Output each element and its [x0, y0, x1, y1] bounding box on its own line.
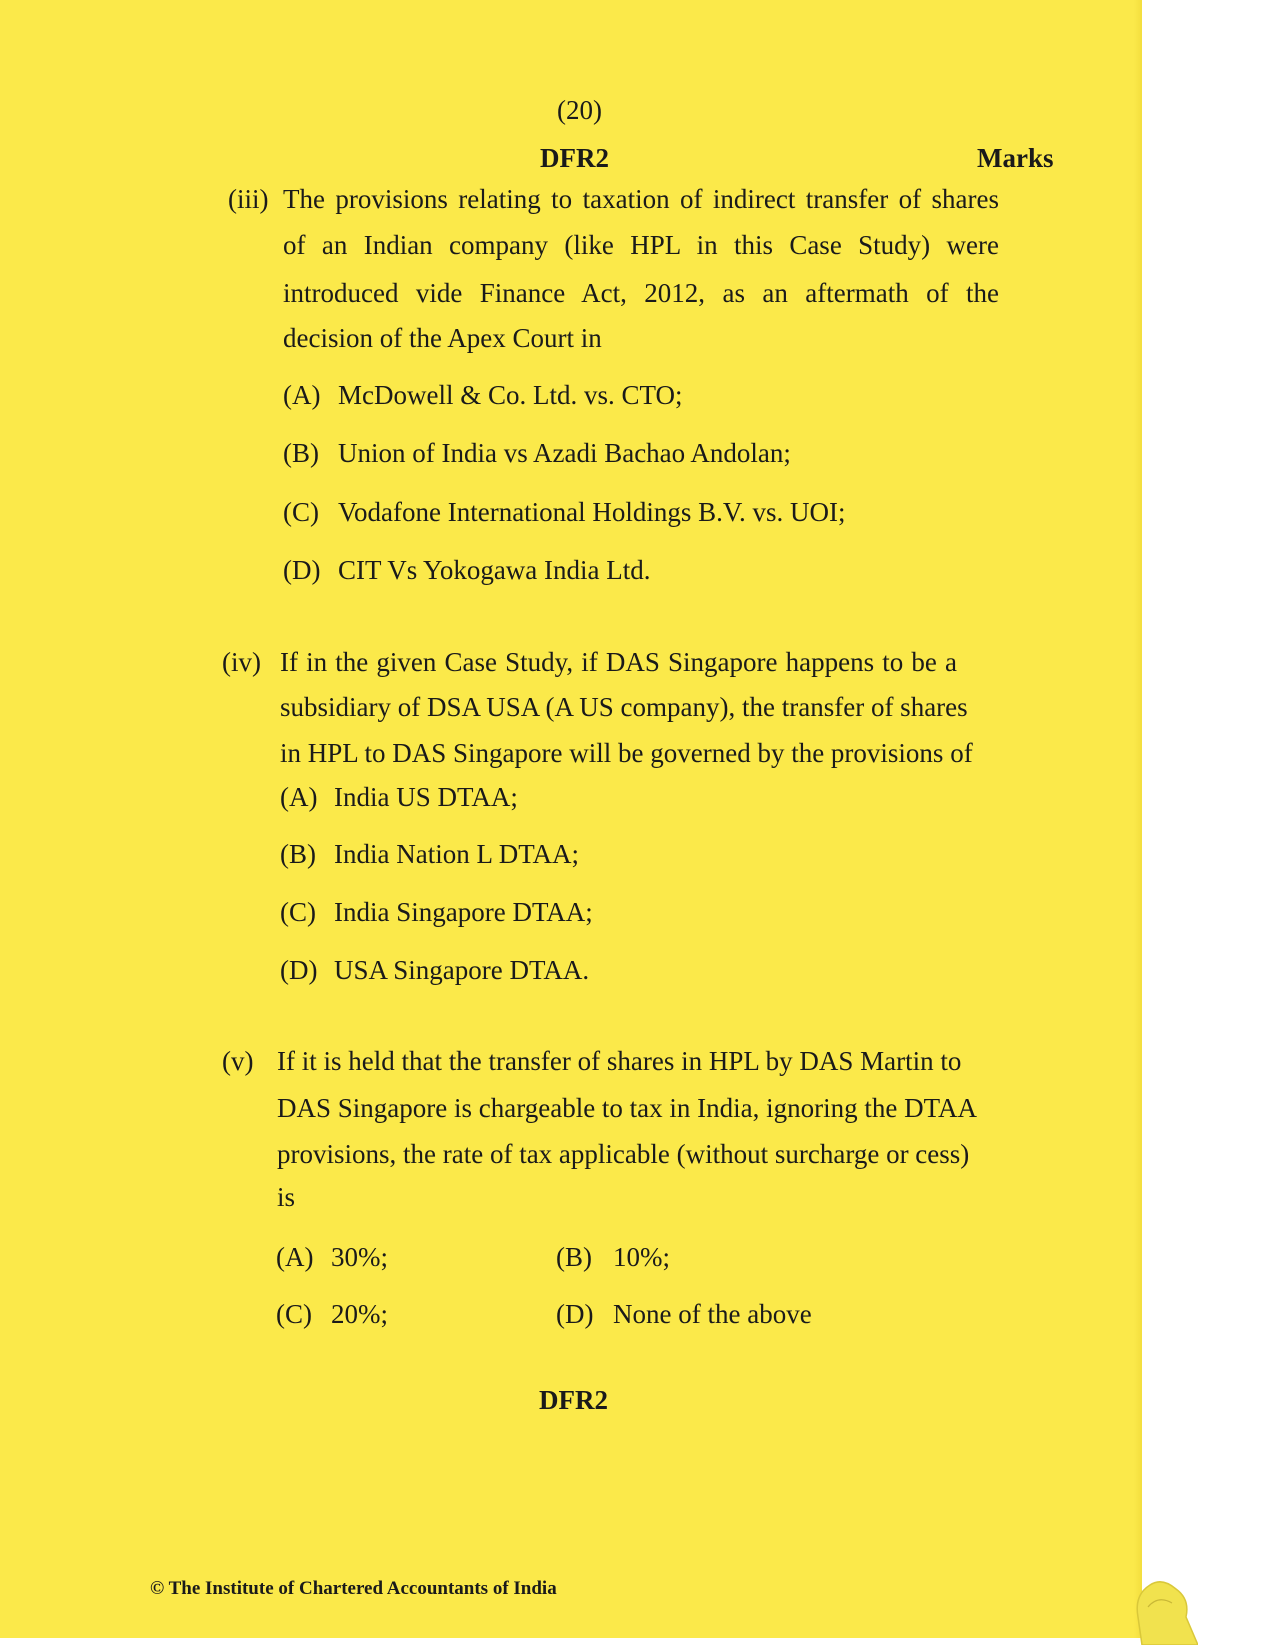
option-text: None of the above	[613, 1299, 812, 1329]
marks-column-label: Marks	[977, 143, 1054, 173]
option-label: (A)	[283, 380, 321, 410]
option-label: (D)	[283, 555, 321, 585]
question-line: in HPL to DAS Singapore will be governed by the provisions of	[280, 738, 973, 768]
question-number: (iii)	[228, 184, 269, 214]
option-label: (A)	[276, 1242, 314, 1272]
option-label: (C)	[280, 897, 316, 927]
copyright-footer: © The Institute of Chartered Accountants of India	[150, 1578, 557, 1599]
option-text: India Singapore DTAA;	[334, 897, 593, 927]
option-label: (D)	[556, 1299, 594, 1329]
bleed-through-mark	[122, 128, 218, 150]
option-label: (A)	[280, 782, 318, 812]
option-label: (C)	[283, 497, 319, 527]
question-line: of an Indian company (like HPL in this Case Study) were	[283, 230, 999, 260]
option-text: 30%;	[331, 1242, 388, 1272]
option-label: (B)	[283, 438, 319, 468]
option-text: 20%;	[331, 1299, 388, 1329]
option-text: Vodafone International Holdings B.V. vs. UOI;	[338, 497, 846, 527]
paper-edge	[1134, 0, 1142, 1638]
option-label: (D)	[280, 955, 318, 985]
option-text: 10%;	[613, 1242, 670, 1272]
question-line: decision of the Apex Court in	[283, 323, 602, 353]
question-number: (v)	[222, 1046, 254, 1076]
option-text: Union of India vs Azadi Bachao Andolan;	[338, 438, 791, 468]
question-line: The provisions relating to taxation of indirect transfer of shares	[283, 184, 999, 214]
option-text: India US DTAA;	[334, 782, 518, 812]
option-label: (B)	[556, 1242, 592, 1272]
paper-code-header: DFR2	[540, 143, 609, 173]
option-label: (B)	[280, 839, 316, 869]
question-line: DAS Singapore is chargeable to tax in India, ignoring the DTAA	[277, 1093, 977, 1123]
question-line: If in the given Case Study, if DAS Singapore happens to be a	[280, 647, 957, 677]
option-text: India Nation L DTAA;	[334, 839, 580, 869]
question-line: If it is held that the transfer of shares in HPL by DAS Martin to	[277, 1046, 962, 1076]
page-number: (20)	[557, 95, 602, 125]
option-label: (C)	[276, 1299, 312, 1329]
question-line: is	[277, 1182, 296, 1212]
question-line: introduced vide Finance Act, 2012, as an aftermath of the	[283, 278, 999, 308]
option-text: USA Singapore DTAA.	[334, 955, 590, 985]
option-text: McDowell & Co. Ltd. vs. CTO;	[338, 380, 683, 410]
paper-code-footer: DFR2	[539, 1385, 608, 1415]
question-line: provisions, the rate of tax applicable (without surcharge or cess)	[277, 1139, 970, 1169]
question-line: subsidiary of DSA USA (A US company), the transfer of shares	[280, 692, 968, 722]
option-text: CIT Vs Yokogawa India Ltd.	[338, 555, 651, 585]
question-number: (iv)	[222, 647, 261, 677]
page-curl-decoration	[1128, 1555, 1198, 1645]
